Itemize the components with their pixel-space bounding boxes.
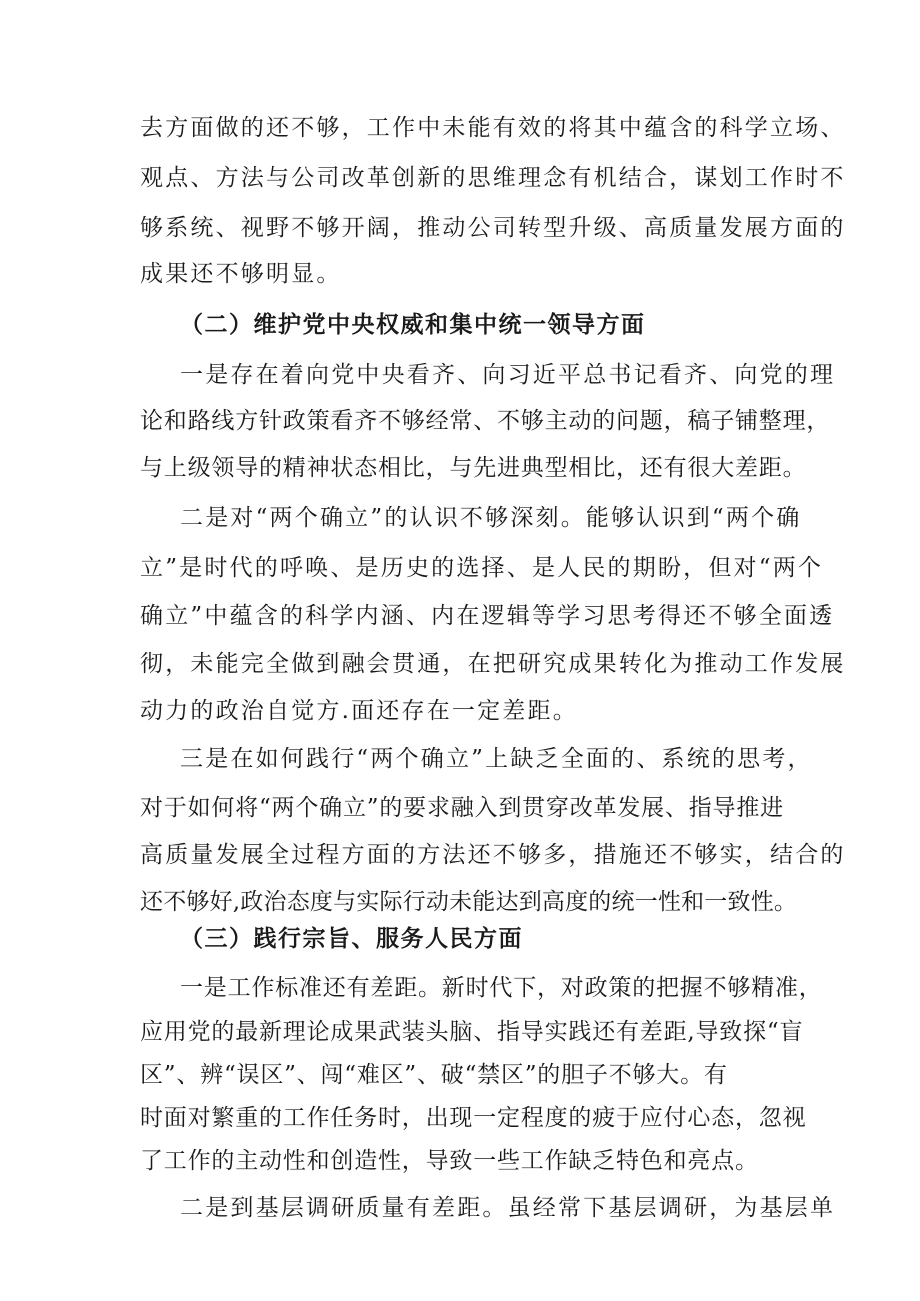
text-line: 一是存在着向党中央看齐、向习近平总书记看齐、向党的理 bbox=[180, 362, 836, 388]
text-line: 时面对繁重的工作任务时，出现一定程度的疲于应付心态，忽视 bbox=[140, 1105, 807, 1131]
text-line: 二是到基层调研质量有差距。虽经常下基层调研，为基层单 bbox=[180, 1195, 836, 1221]
text-line: 观点、方法与公司改革创新的思维理念有机结合，谋划工作时不 bbox=[140, 165, 846, 191]
section-heading-3: （三）践行宗旨、服务人民方面 bbox=[180, 926, 523, 952]
text-line: 二是对“两个确立”的认识不够深刻。能够认识到“两个确 bbox=[180, 505, 802, 531]
section-heading-2: （二）维护党中央权威和集中统一领导方面 bbox=[180, 312, 646, 338]
text-line: 论和路线方针政策看齐不够经常、不够主动的问题，稿子铺整理， bbox=[140, 408, 831, 434]
text-line: 高质量发展全过程方面的方法还不够多，措施还不够实，结合的 bbox=[140, 842, 846, 868]
text-line: 应用党的最新理论成果武装头脑、指导实践还有差距,导致探“盲 bbox=[140, 1019, 804, 1045]
text-line: 三是在如何践行“两个确立”上缺乏全面的、系统的思考， bbox=[180, 746, 813, 772]
text-line: 彻，未能完全做到融会贯通，在把研究成果转化为推动工作发展 bbox=[140, 651, 846, 677]
text-line: 还不够好,政治态度与实际行动未能达到高度的统一性和一致性。 bbox=[140, 889, 798, 915]
text-line: 立”是时代的呼唤、是历史的选择、是人民的期盼，但对“两个 bbox=[140, 555, 824, 581]
text-line: 够系统、视野不够开阔，推动公司转型升级、高质量发展方面的 bbox=[140, 215, 846, 241]
text-line: 动力的政治自觉方.面还存在一定差距。 bbox=[140, 698, 578, 724]
text-line: 了工作的主动性和创造性，导致一些工作缺乏特色和亮点。 bbox=[140, 1148, 759, 1174]
text-line: 成果还不够明显。 bbox=[140, 261, 342, 287]
text-line: 与上级领导的精神状态相比，与先进典型相比，还有很大差距。 bbox=[140, 455, 807, 481]
text-line: 区”、辨“误区”、闯“难区”、破“禁区”的胆子不够大。有 bbox=[140, 1062, 728, 1088]
text-line: 对于如何将“两个确立”的要求融入到贯穿改革发展、指导推进 bbox=[140, 795, 784, 821]
text-line: 一是工作标准还有差距。新时代下，对政策的把握不够精准， bbox=[180, 975, 823, 1001]
text-line: 去方面做的还不够，工作中未能有效的将其中蕴含的科学立场、 bbox=[140, 115, 846, 141]
text-line: 确立”中蕴含的科学内涵、内在逻辑等学习思考得还不够全面透 bbox=[140, 603, 835, 629]
